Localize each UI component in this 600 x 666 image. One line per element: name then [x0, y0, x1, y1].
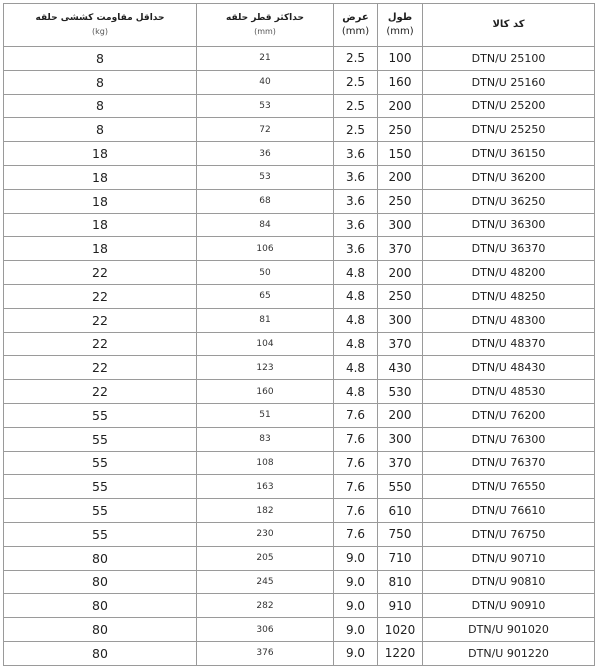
- tensile-cell: 55: [4, 403, 197, 427]
- width-cell: 4.8: [334, 308, 378, 332]
- tensile-cell: 18: [4, 165, 197, 189]
- code-cell: DTN/U 90910: [423, 594, 595, 618]
- width-cell: 7.6: [334, 522, 378, 546]
- table-row: [4, 427, 595, 451]
- diameter-cell: 53: [197, 165, 334, 189]
- diameter-cell: 84: [197, 213, 334, 237]
- code-cell: DTN/U 36200: [423, 165, 595, 189]
- tensile-cell: 18: [4, 189, 197, 213]
- tensile-cell: 80: [4, 618, 197, 642]
- header-diameter: [197, 4, 334, 47]
- diameter-cell: 245: [197, 570, 334, 594]
- width-cell: 9.0: [334, 618, 378, 642]
- width-cell: 7.6: [334, 427, 378, 451]
- width-cell: 3.6: [334, 142, 378, 166]
- table-row: [4, 618, 595, 642]
- table-row: [4, 70, 595, 94]
- table-row: [4, 570, 595, 594]
- length-cell: 750: [378, 522, 423, 546]
- code-cell: DTN/U 25250: [423, 118, 595, 142]
- tensile-cell: 22: [4, 261, 197, 285]
- header-tensile-label: حداقل مقاومت کششی حلقه: [35, 13, 165, 23]
- tensile-cell: 55: [4, 522, 197, 546]
- code-cell: DTN/U 48300: [423, 308, 595, 332]
- diameter-cell: 104: [197, 332, 334, 356]
- header-code: [423, 4, 595, 47]
- table-row: [4, 213, 595, 237]
- code-cell: DTN/U 76750: [423, 522, 595, 546]
- tensile-cell: 22: [4, 308, 197, 332]
- width-cell: 2.5: [334, 47, 378, 71]
- diameter-cell: 205: [197, 546, 334, 570]
- tensile-cell: 8: [4, 70, 197, 94]
- tensile-cell: 8: [4, 47, 197, 71]
- tensile-cell: 22: [4, 284, 197, 308]
- table-row: [4, 499, 595, 523]
- width-cell: 3.6: [334, 213, 378, 237]
- header-diameter-label: حداکثر قطر حلقه: [226, 13, 304, 23]
- length-cell: 710: [378, 546, 423, 570]
- length-cell: 200: [378, 403, 423, 427]
- width-cell: 4.8: [334, 284, 378, 308]
- width-cell: 9.0: [334, 546, 378, 570]
- length-cell: 300: [378, 213, 423, 237]
- tensile-cell: 55: [4, 427, 197, 451]
- diameter-cell: 163: [197, 475, 334, 499]
- code-cell: DTN/U 48370: [423, 332, 595, 356]
- header-code-label: کد کالا: [492, 19, 525, 30]
- diameter-cell: 160: [197, 380, 334, 404]
- length-cell: 1020: [378, 618, 423, 642]
- table-row: [4, 475, 595, 499]
- table-row: [4, 142, 595, 166]
- diameter-cell: 36: [197, 142, 334, 166]
- header-width-unit: (mm): [341, 26, 370, 37]
- code-cell: DTN/U 48250: [423, 284, 595, 308]
- tensile-cell: 8: [4, 94, 197, 118]
- code-cell: DTN/U 76300: [423, 427, 595, 451]
- length-cell: 200: [378, 261, 423, 285]
- length-cell: 370: [378, 237, 423, 261]
- length-cell: 1220: [378, 641, 423, 665]
- header-tensile: [4, 4, 197, 47]
- diameter-cell: 40: [197, 70, 334, 94]
- code-cell: DTN/U 25200: [423, 94, 595, 118]
- code-cell: DTN/U 25160: [423, 70, 595, 94]
- diameter-cell: 50: [197, 261, 334, 285]
- table-row: [4, 308, 595, 332]
- diameter-cell: 83: [197, 427, 334, 451]
- code-cell: DTN/U 90710: [423, 546, 595, 570]
- code-cell: DTN/U 25100: [423, 47, 595, 71]
- length-cell: 250: [378, 189, 423, 213]
- width-cell: 3.6: [334, 237, 378, 261]
- table-row: [4, 165, 595, 189]
- table-row: [4, 47, 595, 71]
- code-cell: DTN/U 36250: [423, 189, 595, 213]
- width-cell: 7.6: [334, 475, 378, 499]
- table-row: [4, 546, 595, 570]
- table-row: [4, 403, 595, 427]
- length-cell: 370: [378, 451, 423, 475]
- width-cell: 4.8: [334, 380, 378, 404]
- code-cell: DTN/U 48530: [423, 380, 595, 404]
- length-cell: 300: [378, 427, 423, 451]
- length-cell: 250: [378, 284, 423, 308]
- diameter-cell: 65: [197, 284, 334, 308]
- length-cell: 430: [378, 356, 423, 380]
- header-length-unit: (mm): [386, 26, 414, 37]
- tensile-cell: 18: [4, 142, 197, 166]
- tensile-cell: 55: [4, 475, 197, 499]
- code-cell: DTN/U 90810: [423, 570, 595, 594]
- header-tensile-unit: (kg): [92, 27, 108, 36]
- table-row: [4, 380, 595, 404]
- tensile-cell: 55: [4, 499, 197, 523]
- width-cell: 7.6: [334, 499, 378, 523]
- length-cell: 530: [378, 380, 423, 404]
- width-cell: 2.5: [334, 94, 378, 118]
- width-cell: 7.6: [334, 403, 378, 427]
- tensile-cell: 22: [4, 380, 197, 404]
- diameter-cell: 51: [197, 403, 334, 427]
- table-row: [4, 641, 595, 665]
- length-cell: 370: [378, 332, 423, 356]
- table-row: [4, 451, 595, 475]
- header-length-label: طول: [387, 12, 413, 23]
- diameter-cell: 282: [197, 594, 334, 618]
- table-row: [4, 284, 595, 308]
- code-cell: DTN/U 901020: [423, 618, 595, 642]
- length-cell: 550: [378, 475, 423, 499]
- tensile-cell: 80: [4, 594, 197, 618]
- width-cell: 2.5: [334, 70, 378, 94]
- tensile-cell: 80: [4, 641, 197, 665]
- length-cell: 300: [378, 308, 423, 332]
- diameter-cell: 230: [197, 522, 334, 546]
- tensile-cell: 22: [4, 332, 197, 356]
- header-length: [378, 4, 423, 47]
- cable-tie-spec-table: [3, 3, 595, 666]
- diameter-cell: 72: [197, 118, 334, 142]
- code-cell: DTN/U 48430: [423, 356, 595, 380]
- length-cell: 100: [378, 47, 423, 71]
- code-cell: DTN/U 76370: [423, 451, 595, 475]
- diameter-cell: 21: [197, 47, 334, 71]
- diameter-cell: 53: [197, 94, 334, 118]
- tensile-cell: 80: [4, 570, 197, 594]
- diameter-cell: 68: [197, 189, 334, 213]
- width-cell: 9.0: [334, 570, 378, 594]
- code-cell: DTN/U 36300: [423, 213, 595, 237]
- length-cell: 810: [378, 570, 423, 594]
- code-cell: DTN/U 48200: [423, 261, 595, 285]
- width-cell: 9.0: [334, 641, 378, 665]
- width-cell: 9.0: [334, 594, 378, 618]
- table-header: [4, 4, 595, 47]
- table-row: [4, 189, 595, 213]
- header-width-label: عرض: [342, 12, 369, 23]
- width-cell: 7.6: [334, 451, 378, 475]
- code-cell: DTN/U 76550: [423, 475, 595, 499]
- header-width: [334, 4, 378, 47]
- length-cell: 200: [378, 94, 423, 118]
- code-cell: DTN/U 36370: [423, 237, 595, 261]
- code-cell: DTN/U 76200: [423, 403, 595, 427]
- diameter-cell: 376: [197, 641, 334, 665]
- table-body: [4, 47, 595, 666]
- table-row: [4, 594, 595, 618]
- diameter-cell: 108: [197, 451, 334, 475]
- header-row: [4, 4, 595, 47]
- diameter-cell: 306: [197, 618, 334, 642]
- diameter-cell: 106: [197, 237, 334, 261]
- length-cell: 200: [378, 165, 423, 189]
- tensile-cell: 18: [4, 237, 197, 261]
- table-row: [4, 332, 595, 356]
- length-cell: 910: [378, 594, 423, 618]
- code-cell: DTN/U 901220: [423, 641, 595, 665]
- width-cell: 2.5: [334, 118, 378, 142]
- width-cell: 4.8: [334, 356, 378, 380]
- diameter-cell: 123: [197, 356, 334, 380]
- tensile-cell: 22: [4, 356, 197, 380]
- table-row: [4, 356, 595, 380]
- length-cell: 150: [378, 142, 423, 166]
- width-cell: 4.8: [334, 261, 378, 285]
- table-row: [4, 237, 595, 261]
- tensile-cell: 55: [4, 451, 197, 475]
- tensile-cell: 80: [4, 546, 197, 570]
- tensile-cell: 8: [4, 118, 197, 142]
- diameter-cell: 182: [197, 499, 334, 523]
- length-cell: 250: [378, 118, 423, 142]
- length-cell: 610: [378, 499, 423, 523]
- width-cell: 4.8: [334, 332, 378, 356]
- tensile-cell: 18: [4, 213, 197, 237]
- table-row: [4, 522, 595, 546]
- diameter-cell: 81: [197, 308, 334, 332]
- width-cell: 3.6: [334, 189, 378, 213]
- width-cell: 3.6: [334, 165, 378, 189]
- table-row: [4, 118, 595, 142]
- table-row: [4, 261, 595, 285]
- code-cell: DTN/U 36150: [423, 142, 595, 166]
- table-row: [4, 94, 595, 118]
- code-cell: DTN/U 76610: [423, 499, 595, 523]
- header-diameter-unit: (mm): [254, 27, 276, 36]
- length-cell: 160: [378, 70, 423, 94]
